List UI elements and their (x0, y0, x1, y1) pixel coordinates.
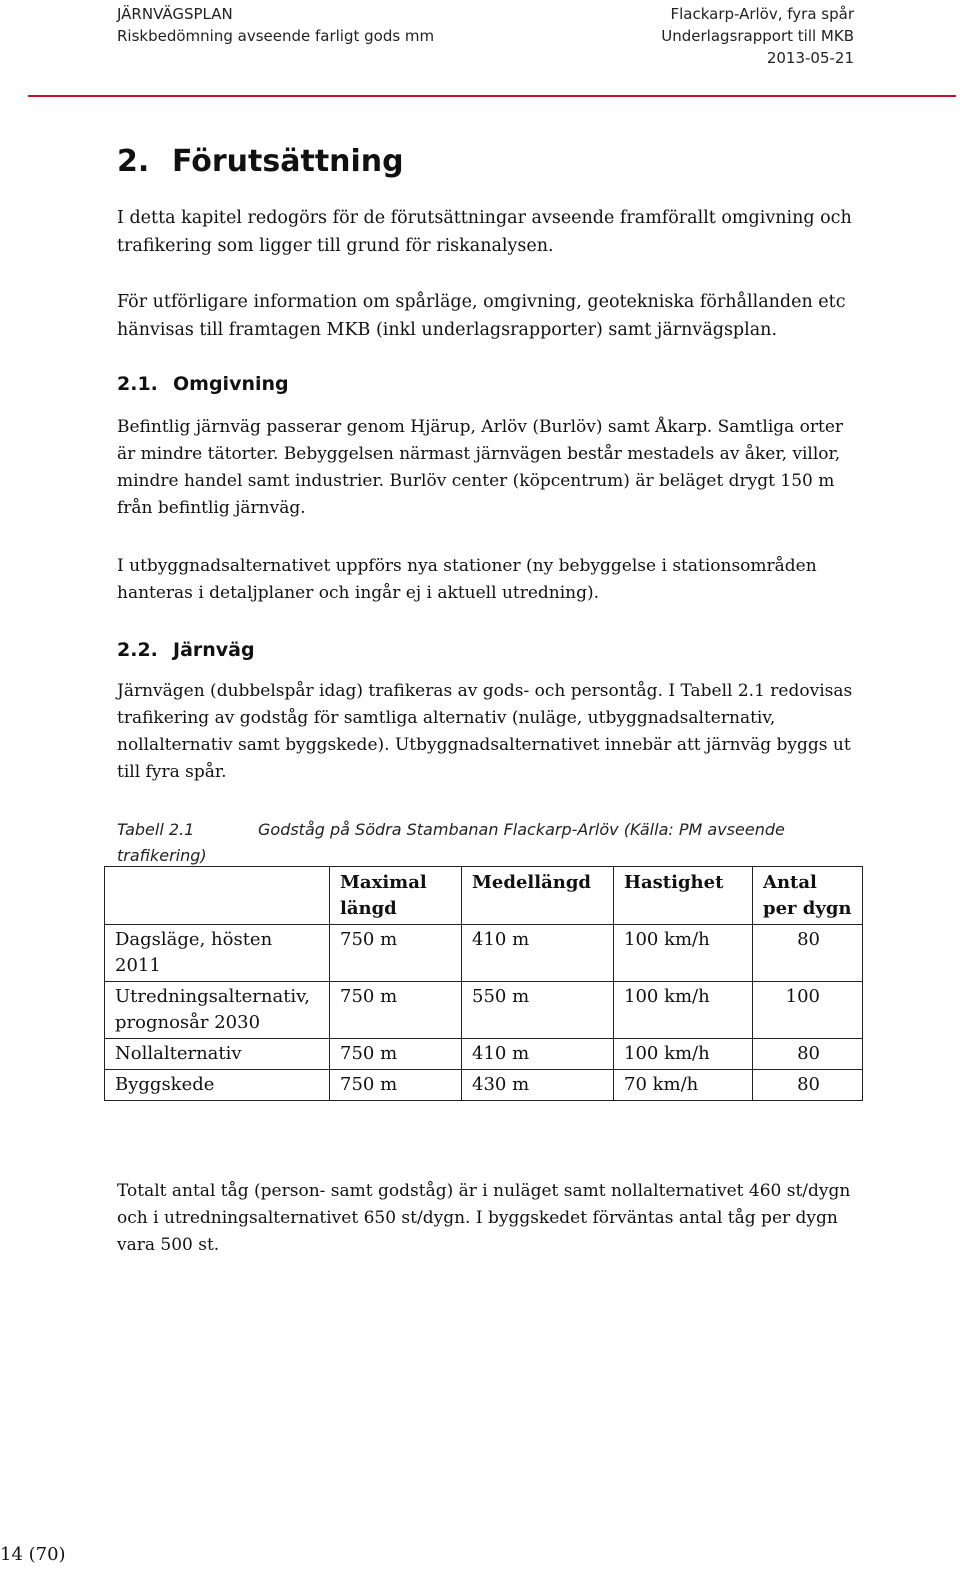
table-header-cell: Antal per dygn (753, 867, 863, 925)
table-cell: 750 m (330, 925, 462, 982)
chapter-title-text: Förutsättning (172, 144, 404, 179)
table-header-cell: Hastighet (614, 867, 753, 925)
table-header-row (105, 867, 863, 925)
closing-paragraph: Totalt antal tåg (person- samt godståg) är i nuläget samt nollalternativet 460 st/dygn och i utredningsalternativet 650 st/dygn. I byggskedet förväntas antal tåg per dygn vara 500 st. (117, 1181, 851, 1255)
table-cell: 80 (753, 925, 863, 982)
table-cell: 410 m (462, 1039, 614, 1070)
table-header-cell: Maximal längd (330, 867, 462, 925)
header-report-type: Underlagsrapport till MKB (661, 27, 854, 45)
table-cell: 100 km/h (614, 982, 753, 1039)
chapter-intro-paragraph: I detta kapitel redogörs för de förutsättningar avseende framförallt omgivning och trafikering som ligger till grund för riskanalysen. (117, 208, 852, 256)
table-cell: 550 m (462, 982, 614, 1039)
table-row (105, 1070, 863, 1101)
omgivning-paragraph-1: Befintlig järnväg passerar genom Hjärup, Arlöv (Burlöv) samt Åkarp. Samtliga orter är mindre tätorter. Bebyggelsen närmast järnvägen består mestadels av åker, villor, mindre handel samt industrier. Burlöv center (köpcentrum) är beläget drygt 150 m från befintlig järnväg. (117, 417, 844, 518)
table-header-cell (105, 867, 330, 925)
header-project-name: Flackarp-Arlöv, fyra spår (670, 5, 854, 23)
table-cell: 430 m (462, 1070, 614, 1101)
header-right (661, 3, 854, 69)
table-caption-text: Godståg på Södra Stambanan Flackarp-Arlöv (Källa: PM avseende trafikering) (117, 820, 785, 865)
freight-train-table (104, 866, 863, 1101)
header-document-title: Riskbedömning avseende farligt gods mm (117, 27, 435, 45)
table-cell: 70 km/h (614, 1070, 753, 1101)
header-left (117, 3, 434, 47)
table-caption (117, 817, 857, 869)
section-title: Omgivning (173, 373, 289, 395)
table-cell: 750 m (330, 982, 462, 1039)
table-cell: 410 m (462, 925, 614, 982)
omgivning-paragraph-2: I utbyggnadsalternativet uppförs nya stationer (ny bebyggelse i stationsområden hanteras i detaljplaner och ingår ej i aktuell utredning). (117, 556, 817, 603)
section-number: 2.2. (117, 639, 158, 661)
header-date: 2013-05-21 (766, 49, 854, 67)
section-heading-omgivning (117, 371, 289, 397)
table-caption-label: Tabell 2.1 (117, 820, 195, 839)
table-cell: Dagsläge, hösten 2011 (105, 925, 330, 982)
table-cell: Byggskede (105, 1070, 330, 1101)
table-cell: 80 (753, 1039, 863, 1070)
table-row (105, 925, 863, 982)
table-cell: 100 (753, 982, 863, 1039)
section-number: 2.1. (117, 373, 158, 395)
chapter-number: 2. (117, 144, 150, 179)
table-cell: 100 km/h (614, 925, 753, 982)
jarnvag-paragraph: Järnvägen (dubbelspår idag) trafikeras av gods- och persontåg. I Tabell 2.1 redovisas trafikering av godståg för samtliga alternativ (nuläge, utbyggnadsalternativ, nollalternativ samt byggskede). Utbyggnadsalternativet innebär att järnväg byggs ut till fyra spår. (117, 681, 853, 782)
header-divider (28, 95, 956, 97)
table-cell: 750 m (330, 1070, 462, 1101)
chapter-reference-paragraph: För utförligare information om spårläge, omgivning, geotekniska förhållanden etc hänvisas till framtagen MKB (inkl underlagsrapporter) samt järnvägsplan. (117, 292, 846, 340)
table-row (105, 1039, 863, 1070)
table-cell: 750 m (330, 1039, 462, 1070)
table-row (105, 982, 863, 1039)
table-cell: Utredningsalternativ, prognosår 2030 (105, 982, 330, 1039)
header-project-title: JÄRNVÄGSPLAN (117, 5, 233, 23)
page-number: 14 (70) (0, 1544, 66, 1565)
table-cell: Nollalternativ (105, 1039, 330, 1070)
table-cell: 100 km/h (614, 1039, 753, 1070)
section-heading-jarnvag (117, 637, 255, 663)
chapter-title (117, 142, 404, 182)
table-cell: 80 (753, 1070, 863, 1101)
section-title: Järnväg (173, 639, 255, 661)
table-header-cell: Medellängd (462, 867, 614, 925)
